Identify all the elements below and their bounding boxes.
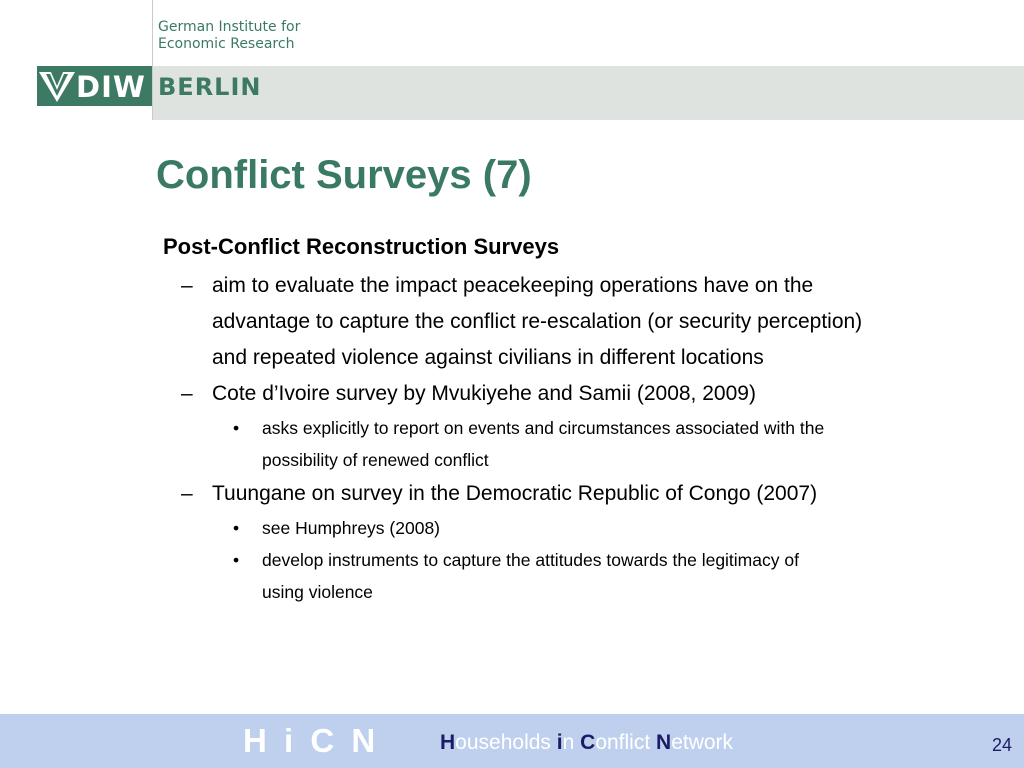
section-heading: Post-Conflict Reconstruction Surveys [163, 234, 560, 259]
institute-name [158, 19, 300, 53]
sub-list-item [163, 544, 1013, 608]
sub-item-text-line: using violence [262, 582, 373, 602]
header [0, 0, 1024, 120]
logo-berlin-text: BERLIN [158, 73, 262, 101]
footer-word-in: n [562, 731, 575, 754]
institute-line-1: German Institute for [158, 19, 301, 35]
header-divider [152, 0, 153, 120]
sub-list-item [163, 412, 1013, 476]
slide-body [163, 230, 1013, 608]
footer-word-network: etwork [671, 731, 734, 754]
list-item-text-line: and repeated violence against civilians in different locations [212, 346, 764, 369]
bullet-marker: • [233, 518, 240, 538]
list-item-text-line: Cote d’Ivoire survey by Mvukiyehe and Samii (2008, 2009) [212, 382, 756, 405]
bullet-marker: • [233, 418, 240, 438]
dash-marker: – [181, 274, 193, 297]
footer-letter-n: N [656, 731, 672, 754]
footer-acronym: H i C N [243, 722, 377, 759]
list-item-text-line: Tuungane on survey in the Democratic Republic of Congo (2007) [212, 482, 818, 505]
sub-list-item [163, 512, 1013, 544]
dash-marker: – [181, 482, 193, 505]
page-number: 24 [991, 735, 1012, 755]
list-item [163, 268, 1013, 376]
sub-item-text-line: asks explicitly to report on events and circumstances associated with the [262, 418, 825, 438]
sub-item-text-line: develop instruments to capture the attitudes towards the legitimacy of [262, 550, 799, 570]
header-strip [152, 0, 1024, 120]
sub-item-text-line: possibility of renewed conflict [262, 450, 489, 470]
footer-network-name [440, 730, 733, 756]
footer-word-conflict: onflict [595, 731, 651, 754]
footer-letter-h: H [440, 731, 456, 754]
institute-line-2: Economic Research [158, 36, 295, 52]
diw-chevron-icon [37, 66, 77, 106]
logo-diw-text: DIW [76, 70, 146, 104]
list-item [163, 476, 1013, 512]
list-item-text-line: aim to evaluate the impact peacekeeping operations have on the [212, 274, 814, 297]
header-strip-lower [152, 66, 1024, 120]
dash-marker: – [181, 382, 193, 405]
list-item [163, 376, 1013, 412]
slide-title: Conflict Surveys (7) [156, 153, 532, 197]
footer-letter-c: C [580, 731, 596, 754]
sub-item-text-line: see Humphreys (2008) [262, 518, 440, 538]
footer-word-households: ouseholds [455, 731, 551, 754]
footer-letter-i: i [556, 731, 563, 754]
list-item-text-line: advantage to capture the conflict re-escalation (or security perception) [212, 310, 863, 333]
footer-bar [0, 714, 1024, 768]
bullet-marker: • [233, 550, 240, 570]
